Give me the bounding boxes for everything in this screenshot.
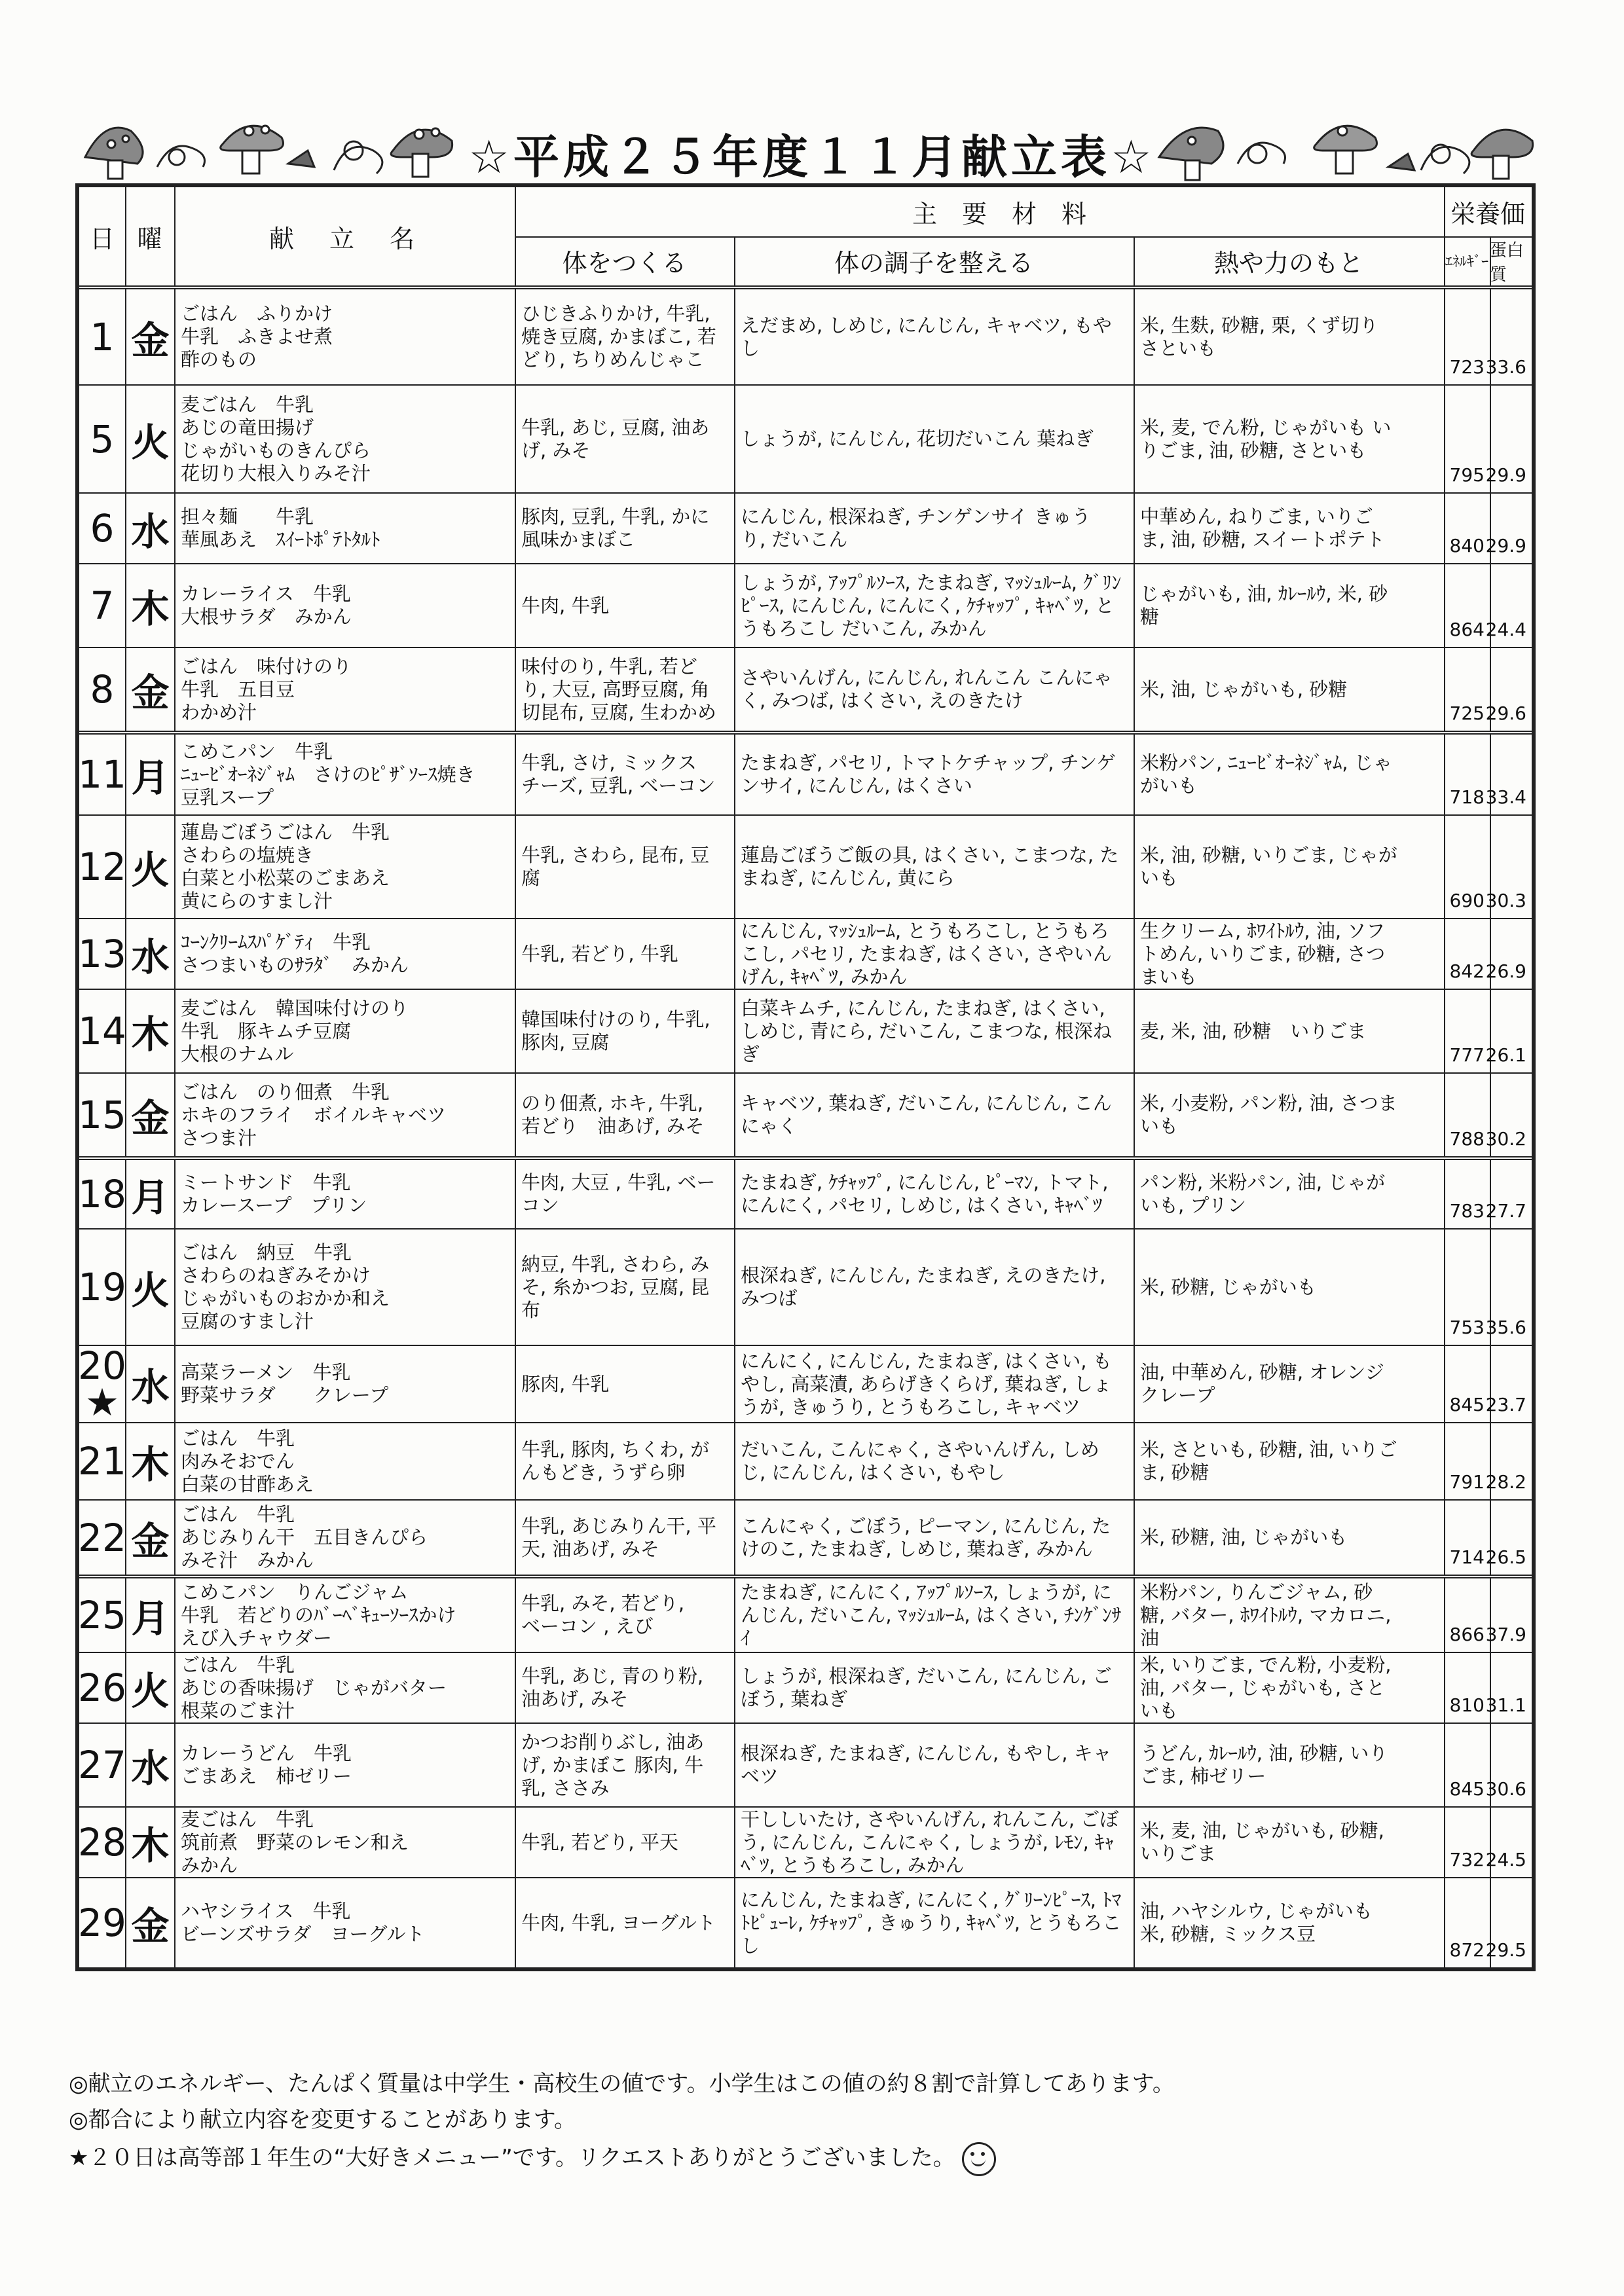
protein-cell: 23.7 [1490, 1346, 1532, 1422]
menu-table [75, 183, 1536, 1971]
protein-cell: 27.7 [1490, 1160, 1532, 1228]
table-row [79, 1806, 1532, 1877]
weekday-cell: 金 [125, 648, 174, 731]
energy-value-cell: 777 [1444, 990, 1490, 1072]
menu-names-cell: ごはん 牛乳 あじみりん干 五目きんぴら みそ汁 みかん [174, 1501, 515, 1575]
energy-source-cell: パン粉, 米粉パン, 油, じゃが いも, プリン [1134, 1160, 1444, 1228]
menu-names-cell: 麦ごはん 牛乳 筑前煮 野菜のレモン和え みかん [174, 1808, 515, 1877]
body-conditioning-cell: さやいんげん, にんじん, れんこん こんにゃ く, みつば, はくさい, えのきたけ [734, 648, 1134, 731]
body-conditioning-cell: 根深ねぎ, にんじん, たまねぎ, えのきたけ, みつば [734, 1230, 1134, 1345]
body-conditioning-cell: しょうが, ｱｯﾌﾟﾙｿｰｽ, たまねぎ, ﾏｯｼｭﾙｰﾑ, ｸﾞﾘﾝ ﾋﾟｰｽ, にんじん, にんにく, ｹﾁｬｯﾌﾟ, ｷｬﾍﾞﾂ, と うもろこし だいこん, みかん [734, 564, 1134, 647]
weekday-cell: 木 [125, 990, 174, 1072]
energy-value-cell: 725 [1444, 648, 1490, 731]
energy-source-cell: 米, 砂糖, 油, じゃがいも [1134, 1501, 1444, 1575]
day-cell: 26 [78, 1666, 126, 1710]
body-building-cell: 牛乳, 若どり, 牛乳 [515, 919, 734, 989]
energy-value-cell: 795 [1444, 386, 1490, 492]
weekday-cell: 月 [125, 735, 174, 814]
weekday-cell: 水 [125, 1346, 174, 1422]
body-building-cell: 牛乳, あじみりん干, 平 天, 油あげ, みそ [515, 1501, 734, 1575]
energy-source-cell: 米, さといも, 砂糖, 油, いりご ま, 砂糖 [1134, 1423, 1444, 1499]
energy-value-cell: 810 [1444, 1653, 1490, 1722]
energy-value-cell: 718 [1444, 735, 1490, 814]
body-building-cell: 韓国味付けのり, 牛乳, 豚肉, 豆腐 [515, 990, 734, 1072]
note-request-text: ★２０日は高等部１年生の“大好きメニュー”です。リクエストありがとうございました。 [69, 2145, 955, 2171]
weekday-cell: 月 [125, 1578, 174, 1652]
table-row [79, 1575, 1532, 1652]
star-icon: ★ [85, 1380, 119, 1425]
day-cell: 29 [78, 1901, 126, 1945]
table-row [79, 1072, 1532, 1156]
table-row [78, 1343, 1532, 1425]
day-number: 20 [78, 1343, 126, 1388]
weekday-cell: 金 [125, 1878, 174, 1967]
body-building-cell: 牛乳, あじ, 豆腐, 油あ げ, みそ [515, 386, 734, 492]
header-protein: 蛋白質 [1490, 240, 1524, 285]
body-conditioning-cell: こんにゃく, ごぼう, ピーマン, にんじん, た けのこ, たまねぎ, しめじ, 葉ねぎ, みかん [734, 1501, 1134, 1575]
protein-cell: 24.5 [1490, 1808, 1532, 1877]
energy-source-cell: 米, 生麩, 砂糖, 栗, くず切り さといも [1134, 289, 1444, 384]
energy-source-cell: 中華めん, ねりごま, いりご ま, 油, 砂糖, スイートポテト [1134, 494, 1444, 563]
header-nutrition: 栄養価 [1450, 200, 1525, 228]
smiley-icon [962, 2142, 996, 2176]
weekday-cell: 火 [125, 1230, 174, 1345]
body-building-cell: 牛乳, さけ, ミックス チーズ, 豆乳, ベーコン [515, 735, 734, 814]
energy-value-cell: 791 [1444, 1423, 1490, 1499]
body-building-cell: 牛乳, あじ, 青のり粉, 油あげ, みそ [515, 1653, 734, 1722]
menu-names-cell: 担々麺 牛乳 華風あえ ｽｲｰﾄﾎﾟﾃﾄﾀﾙﾄ [174, 494, 515, 563]
day-cell: 22 [78, 1515, 126, 1560]
protein-cell: 30.6 [1490, 1724, 1532, 1806]
body-conditioning-cell: えだまめ, しめじ, にんじん, キャベツ, もや し [734, 289, 1134, 384]
body-building-cell: 牛乳, みそ, 若どり, ベーコン , えび [515, 1578, 734, 1652]
day-cell: 5 [90, 416, 115, 462]
body-building-cell: 牛肉, 大豆 , 牛乳, ベー コン [515, 1160, 734, 1228]
day-cell: 6 [90, 506, 115, 551]
energy-source-cell: 米, 麦, 油, じゃがいも, 砂糖, いりごま [1134, 1808, 1444, 1877]
day-cell: 12 [78, 845, 126, 889]
day-cell: 15 [78, 1093, 126, 1137]
table-row [79, 289, 1532, 384]
protein-cell: 30.3 [1490, 816, 1532, 918]
day-cell: 1 [90, 314, 115, 359]
body-conditioning-cell: たまねぎ, パセリ, トマトケチャップ, チンゲ ンサイ, にんじん, はくさい [734, 735, 1134, 814]
header-energy-value: ｴﾈﾙｷﾞｰ [1445, 254, 1488, 270]
header-body-building: 体をつくる [562, 249, 687, 278]
day-cell: 14 [78, 1009, 126, 1053]
body-building-cell: のり佃煮, ホキ, 牛乳, 若どり 油あげ, みそ [515, 1074, 734, 1156]
energy-source-cell: じゃがいも, 油, ｶﾚｰﾙｳ, 米, 砂 糖 [1134, 564, 1444, 647]
protein-cell: 26.1 [1490, 990, 1532, 1072]
table-body [79, 289, 1532, 1967]
menu-names-cell: ごはん 納豆 牛乳 さわらのねぎみそかけ じゃがいものおかか和え 豆腐のすまし汁 [174, 1230, 515, 1345]
body-conditioning-cell: にんじん, たまねぎ, にんにく, ｸﾞﾘｰﾝﾋﾟｰｽ, ﾄﾏ ﾄﾋﾟｭｰﾚ, ｹﾁｬｯﾌﾟ, きゅうり, ｷｬﾍﾞﾂ, とうもろこ し [734, 1878, 1134, 1967]
protein-cell: 28.2 [1490, 1423, 1532, 1499]
day-cell: 18 [78, 1172, 126, 1216]
table-row [79, 918, 1532, 989]
weekday-cell: 金 [125, 1074, 174, 1156]
energy-source-cell: 麦, 米, 油, 砂糖 いりごま [1134, 990, 1444, 1072]
energy-source-cell: 米, 砂糖, じゃがいも [1134, 1230, 1444, 1345]
weekday-cell: 火 [125, 386, 174, 492]
protein-cell: 26.9 [1490, 919, 1532, 989]
protein-cell: 30.2 [1490, 1074, 1532, 1156]
table-row [79, 1877, 1532, 1967]
body-conditioning-cell: 蓮島ごぼうご飯の具, はくさい, こまつな, た まねぎ, にんじん, 黄にら [734, 816, 1134, 918]
protein-cell: 26.5 [1490, 1501, 1532, 1575]
body-building-cell: 牛肉, 牛乳 [515, 564, 734, 647]
body-building-cell: ひじきふりかけ, 牛乳, 焼き豆腐, かまぼこ, 若 どり, ちりめんじゃこ [515, 289, 734, 384]
energy-value-cell: 714 [1444, 1501, 1490, 1575]
energy-value-cell: 845 [1444, 1346, 1490, 1422]
header-day: 日 [89, 224, 115, 253]
day-cell: 19 [78, 1265, 126, 1309]
menu-names-cell: こめこパン りんごジャム 牛乳 若どりのﾊﾞｰﾍﾞｷｭｰｿｰｽかけ えび入チャウダー [174, 1578, 515, 1652]
protein-cell: 29.6 [1490, 648, 1532, 731]
energy-value-cell: 753 [1444, 1230, 1490, 1345]
menu-names-cell: 蓮島ごぼうごはん 牛乳 さわらの塩焼き 白菜と小松菜のごまあえ 黄にらのすまし汁 [174, 816, 515, 918]
day-cell: 11 [78, 752, 126, 797]
energy-value-cell: 732 [1444, 1808, 1490, 1877]
table-row [79, 1422, 1532, 1499]
menu-names-cell: ごはん のり佃煮 牛乳 ホキのフライ ボイルキャベツ さつま汁 [174, 1074, 515, 1156]
energy-value-cell: 845 [1444, 1724, 1490, 1806]
day-cell [78, 1343, 126, 1425]
energy-value-cell: 864 [1444, 564, 1490, 647]
body-conditioning-cell: たまねぎ, ｹﾁｬｯﾌﾟ, にんじん, ﾋﾟｰﾏﾝ, トマト, にんにく, パセリ, しめじ, はくさい, ｷｬﾍﾞﾂ [734, 1160, 1134, 1228]
menu-names-cell: ミートサンド 牛乳 カレースープ プリン [174, 1160, 515, 1228]
weekday-cell: 金 [125, 1501, 174, 1575]
body-conditioning-cell: 白菜キムチ, にんじん, たまねぎ, はくさい, しめじ, 青にら, だいこん, こまつな, 根深ね ぎ [734, 990, 1134, 1072]
energy-value-cell: 840 [1444, 494, 1490, 563]
day-cell: 21 [78, 1439, 126, 1484]
energy-value-cell: 788 [1444, 1074, 1490, 1156]
weekday-cell: 木 [125, 564, 174, 647]
table-row [79, 1156, 1532, 1228]
table-row [79, 814, 1532, 918]
note-request [69, 2140, 996, 2176]
protein-cell: 29.9 [1490, 386, 1532, 492]
menu-names-cell: ごはん ふりかけ 牛乳 ふきよせ煮 酢のもの [174, 289, 515, 384]
protein-cell: 37.9 [1490, 1578, 1532, 1652]
energy-value-cell: 690 [1444, 816, 1490, 918]
menu-names-cell: ごはん 牛乳 あじの香味揚げ じゃがバター 根菜のごま汁 [174, 1653, 515, 1722]
energy-source-cell: 米, 麦, でん粉, じゃがいも い りごま, 油, 砂糖, さといも [1134, 386, 1444, 492]
protein-cell: 29.9 [1490, 494, 1532, 563]
body-conditioning-cell: にんじん, 根深ねぎ, チンゲンサイ きゅう り, だいこん [734, 494, 1134, 563]
menu-names-cell: 高菜ラーメン 牛乳 野菜サラダ クレープ [174, 1346, 515, 1422]
energy-value-cell: 783 [1444, 1160, 1490, 1228]
note-energy: ◎献立のエネルギー、たんぱく質量は中学生・高校生の値です。小学生はこの値の約８割で計算してあります。 [69, 2071, 1175, 2097]
energy-value-cell: 872 [1444, 1878, 1490, 1967]
protein-cell: 33.6 [1490, 289, 1532, 384]
energy-source-cell: 米, 小麦粉, パン粉, 油, さつま いも [1134, 1074, 1444, 1156]
menu-names-cell: ハヤシライス 牛乳 ビーンズサラダ ヨーグルト [174, 1878, 515, 1967]
weekday-cell: 水 [125, 919, 174, 989]
weekday-cell: 火 [125, 816, 174, 918]
page-title: ☆平成２５年度１１月献立表☆ [468, 130, 1156, 184]
protein-cell: 31.1 [1490, 1653, 1532, 1722]
table-row [79, 492, 1532, 563]
energy-value-cell: 842 [1444, 919, 1490, 989]
weekday-cell: 金 [125, 289, 174, 384]
body-building-cell: かつお削りぶし, 油あ げ, かまぼこ 豚肉, 牛 乳, ささみ [515, 1724, 734, 1806]
energy-source-cell: 米, 油, じゃがいも, 砂糖 [1134, 648, 1444, 731]
table-row [79, 1722, 1532, 1806]
energy-value-cell: 866 [1444, 1578, 1490, 1652]
note-change: ◎都合により献立内容を変更することがあります。 [69, 2107, 576, 2133]
table-row [79, 1499, 1532, 1575]
body-conditioning-cell: にんにく, にんじん, たまねぎ, はくさい, も やし, 高菜漬, あらげきくらげ, 葉ねぎ, しょ うが, きゅうり, とうもろこし, キャベツ [734, 1346, 1134, 1422]
menu-names-cell: カレーライス 牛乳 大根サラダ みかん [174, 564, 515, 647]
table-row [79, 989, 1532, 1072]
day-cell: 28 [78, 1820, 126, 1865]
day-cell: 27 [78, 1743, 126, 1787]
body-conditioning-cell: 根深ねぎ, たまねぎ, にんじん, もやし, キャ ベツ [734, 1724, 1134, 1806]
body-building-cell: 味付のり, 牛乳, 若ど り, 大豆, 高野豆腐, 角 切昆布, 豆腐, 生わかめ [515, 648, 734, 731]
body-conditioning-cell: しょうが, にんじん, 花切だいこん 葉ねぎ [734, 386, 1134, 492]
body-conditioning-cell: にんじん, ﾏｯｼｭﾙｰﾑ, とうもろこし, とうもろ こし, パセリ, たまねぎ, はくさい, さやいん げん, ｷｬﾍﾞﾂ, みかん [734, 919, 1134, 989]
protein-cell: 35.6 [1490, 1230, 1532, 1345]
weekday-cell: 月 [125, 1160, 174, 1228]
body-conditioning-cell: 干ししいたけ, さやいんげん, れんこん, ごぼ う, にんじん, こんにゃく, しょうが, ﾚﾓﾝ, ｷｬ ﾍﾞﾂ, とうもろこし, みかん [734, 1808, 1134, 1877]
menu-names-cell: こめこパン 牛乳 ﾆｭｰﾋﾞｵｰﾈｼﾞｬﾑ さけのﾋﾟｻﾞｿｰｽ焼き 豆乳スープ [174, 735, 515, 814]
day-cell: 8 [90, 667, 115, 712]
header-weekday: 曜 [137, 224, 162, 253]
body-building-cell: 牛乳, さわら, 昆布, 豆 腐 [515, 816, 734, 918]
header-main-ingredients: 主 要 材 料 [912, 200, 1086, 228]
body-building-cell: 牛肉, 牛乳, ヨーグルト [515, 1878, 734, 1967]
day-cell: 25 [78, 1593, 126, 1637]
table-row [79, 1228, 1532, 1345]
table-row [79, 731, 1532, 814]
table-header [79, 187, 1532, 289]
menu-names-cell: ｺｰﾝｸﾘｰﾑｽﾊﾟｹﾞﾃｨ 牛乳 さつまいものｻﾗﾀﾞ みかん [174, 919, 515, 989]
weekday-cell: 水 [125, 494, 174, 563]
protein-cell: 33.4 [1490, 735, 1532, 814]
energy-source-cell: 生クリーム, ﾎﾜｲﾄﾙｳ, 油, ソフ トめん, いりごま, 砂糖, さつ まいも [1134, 919, 1444, 989]
energy-source-cell: うどん, ｶﾚｰﾙｳ, 油, 砂糖, いり ごま, 柿ゼリー [1134, 1724, 1444, 1806]
header-menu: 献 立 名 [268, 224, 420, 253]
body-conditioning-cell: キャベツ, 葉ねぎ, だいこん, にんじん, こん にゃく [734, 1074, 1134, 1156]
menu-names-cell: ごはん 牛乳 肉みそおでん 白菜の甘酢あえ [174, 1423, 515, 1499]
weekday-cell: 水 [125, 1724, 174, 1806]
body-conditioning-cell: しょうが, 根深ねぎ, だいこん, にんじん, ご ぼう, 葉ねぎ [734, 1653, 1134, 1722]
body-building-cell: 納豆, 牛乳, さわら, み そ, 糸かつお, 豆腐, 昆 布 [515, 1230, 734, 1345]
body-building-cell: 豚肉, 牛乳 [515, 1346, 734, 1422]
weekday-cell: 木 [125, 1423, 174, 1499]
weekday-cell: 木 [125, 1808, 174, 1877]
energy-source-cell: 米粉パン, ﾆｭｰﾋﾞｵｰﾈｼﾞｬﾑ, じゃ がいも [1134, 735, 1444, 814]
table-row [79, 1652, 1532, 1722]
body-conditioning-cell: たまねぎ, にんにく, ｱｯﾌﾟﾙｿｰｽ, しょうが, に んじん, だいこん, ﾏｯｼｭﾙｰﾑ, はくさい, ﾁﾝｹﾞﾝｻ ｲ [734, 1578, 1134, 1652]
day-cell: 7 [90, 583, 115, 628]
header-body-conditioning: 体の調子を整える [834, 249, 1033, 278]
header-energy-source: 熱や力のもと [1213, 249, 1363, 278]
table-row [79, 647, 1532, 731]
protein-cell: 29.5 [1490, 1878, 1532, 1967]
menu-names-cell: ごはん 味付けのり 牛乳 五目豆 わかめ汁 [174, 648, 515, 731]
day-cell: 13 [78, 932, 126, 976]
body-building-cell: 牛乳, 豚肉, ちくわ, が んもどき, うずら卵 [515, 1423, 734, 1499]
table-row [79, 563, 1532, 647]
body-conditioning-cell: だいこん, こんにゃく, さやいんげん, しめ じ, にんじん, はくさい, もやし [734, 1423, 1134, 1499]
energy-value-cell: 723 [1444, 289, 1490, 384]
table-row [79, 384, 1532, 492]
energy-source-cell: 油, 中華めん, 砂糖, オレンジ クレープ [1134, 1346, 1444, 1422]
body-building-cell: 牛乳, 若どり, 平天 [515, 1808, 734, 1877]
body-building-cell: 豚肉, 豆乳, 牛乳, かに 風味かまぼこ [515, 494, 734, 563]
energy-source-cell: 油, ハヤシルウ, じゃがいも 米, 砂糖, ミックス豆 [1134, 1878, 1444, 1967]
energy-source-cell: 米, いりごま, でん粉, 小麦粉, 油, バター, じゃがいも, さと いも [1134, 1653, 1444, 1722]
energy-source-cell: 米, 油, 砂糖, いりごま, じゃが いも [1134, 816, 1444, 918]
menu-names-cell: カレーうどん 牛乳 ごまあえ 柿ゼリー [174, 1724, 515, 1806]
weekday-cell: 火 [125, 1653, 174, 1722]
protein-cell: 24.4 [1490, 564, 1532, 647]
energy-source-cell: 米粉パン, りんごジャム, 砂 糖, バター, ﾎﾜｲﾄﾙｳ, マカロニ, 油 [1134, 1578, 1444, 1652]
menu-names-cell: 麦ごはん 牛乳 あじの竜田揚げ じゃがいものきんぴら 花切り大根入りみそ汁 [174, 386, 515, 492]
menu-names-cell: 麦ごはん 韓国味付けのり 牛乳 豚キムチ豆腐 大根のナムル [174, 990, 515, 1072]
